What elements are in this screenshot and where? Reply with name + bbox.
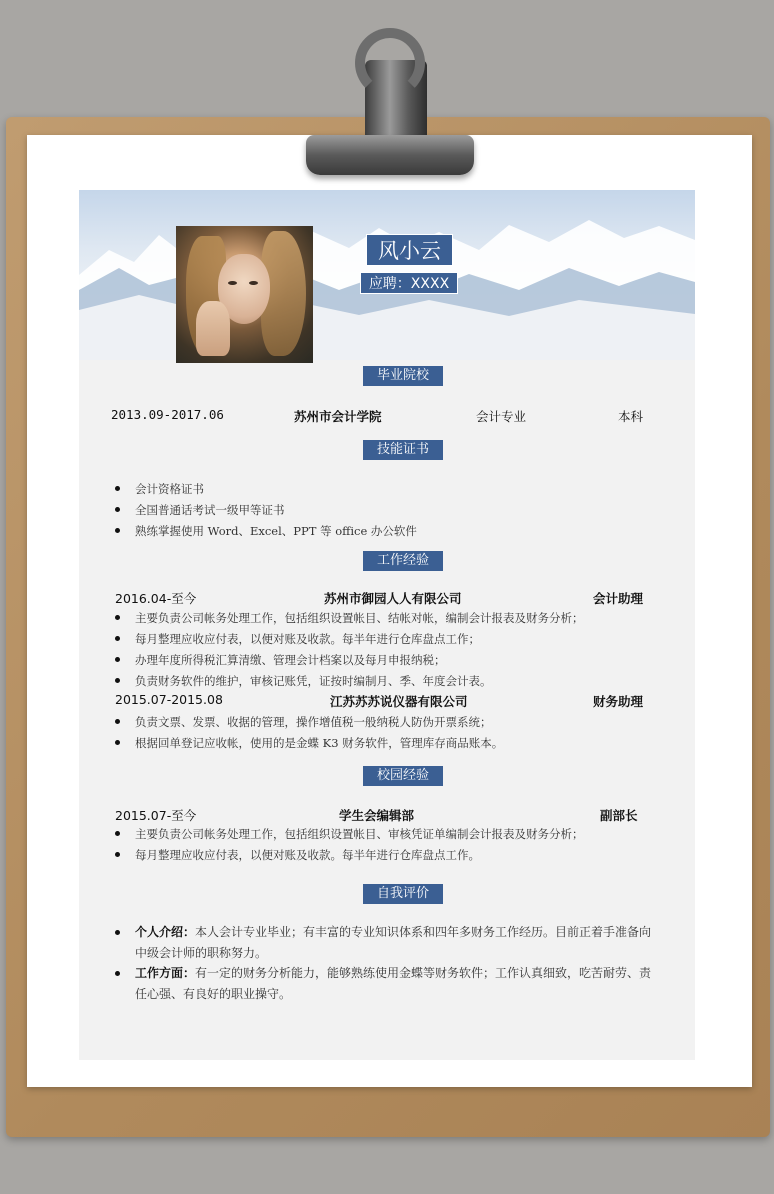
campus-role: 副部长 [600, 808, 638, 823]
list-item: 全国普通话考试一级甲等证书 [111, 500, 417, 521]
section-title-work: 工作经验 [363, 551, 443, 571]
binder-clip-ring [355, 28, 425, 98]
self-eval-list [111, 922, 656, 1004]
binder-clip-icon [306, 135, 474, 175]
list-item: 负责财务软件的维护，审核记账凭，证按时编制月、季、年度会计表。 [111, 671, 584, 692]
eval-label: 个人介绍： [135, 925, 196, 939]
list-item: 负责文票、发票、收据的管理，操作增值税一般纳税人防伪开票系统； [111, 712, 503, 733]
job-period: 2015.07-2015.08 [115, 692, 223, 707]
section-title-education: 毕业院校 [363, 366, 443, 386]
education-school: 苏州市会计学院 [294, 409, 382, 424]
list-item: 主要负责公司帐务处理工作，包括组织设置帐目、审核凭证单编制会计报表及财务分析； [111, 824, 584, 845]
list-item [111, 922, 656, 963]
candidate-name: 风小云 [366, 234, 453, 266]
section-title-self-eval: 自我评价 [363, 884, 443, 904]
education-major: 会计专业 [476, 409, 527, 424]
job-period: 2016.04-至今 [115, 591, 197, 606]
campus-org: 学生会编辑部 [339, 808, 415, 823]
list-item: 熟练掌握使用 Word、Excel、PPT 等 office 办公软件 [111, 521, 417, 542]
section-title-campus: 校园经验 [363, 766, 443, 786]
campus-duties-list [111, 824, 584, 866]
apply-position: 应聘：XXXX [360, 272, 458, 294]
job-role: 会计助理 [593, 591, 644, 606]
list-item: 主要负责公司帐务处理工作，包括组织设置帐目、结帐对帐，编制会计报表及财务分析； [111, 608, 584, 629]
list-item: 办理年度所得税汇算清缴、管理会计档案以及每月申报纳税； [111, 650, 584, 671]
job-duties-list [111, 712, 503, 754]
eval-text: 本人会计专业毕业；有丰富的专业知识体系和四年多财务工作经历。目前正着手准备向中级会计师的职称努力。 [135, 925, 652, 960]
list-item: 会计资格证书 [111, 479, 417, 500]
eval-label: 工作方面： [135, 966, 196, 980]
education-degree: 本科 [618, 409, 644, 424]
list-item: 每月整理应收应付表，以便对账及收款。每半年进行仓库盘点工作； [111, 629, 584, 650]
list-item: 根据回单登记应收帐，使用的是金蝶 K3 财务软件，管理库存商品账本。 [111, 733, 503, 754]
profile-photo [176, 226, 313, 363]
job-company: 苏州市御园人人有限公司 [324, 591, 462, 606]
education-period: 2013.09-2017.06 [111, 407, 224, 422]
campus-period: 2015.07-至今 [115, 808, 197, 823]
job-role: 财务助理 [593, 694, 644, 709]
list-item: 每月整理应收应付表，以便对账及收款。每半年进行仓库盘点工作。 [111, 845, 584, 866]
list-item [111, 963, 656, 1004]
job-company: 江苏苏苏说仪器有限公司 [330, 694, 468, 709]
job-duties-list [111, 608, 584, 692]
eval-text: 有一定的财务分析能力，能够熟练使用金蝶等财务软件；工作认真细致，吃苦耐劳、责任心强、有良好的职业操守。 [135, 966, 652, 1001]
section-title-skills: 技能证书 [363, 440, 443, 460]
skills-list [111, 479, 417, 542]
